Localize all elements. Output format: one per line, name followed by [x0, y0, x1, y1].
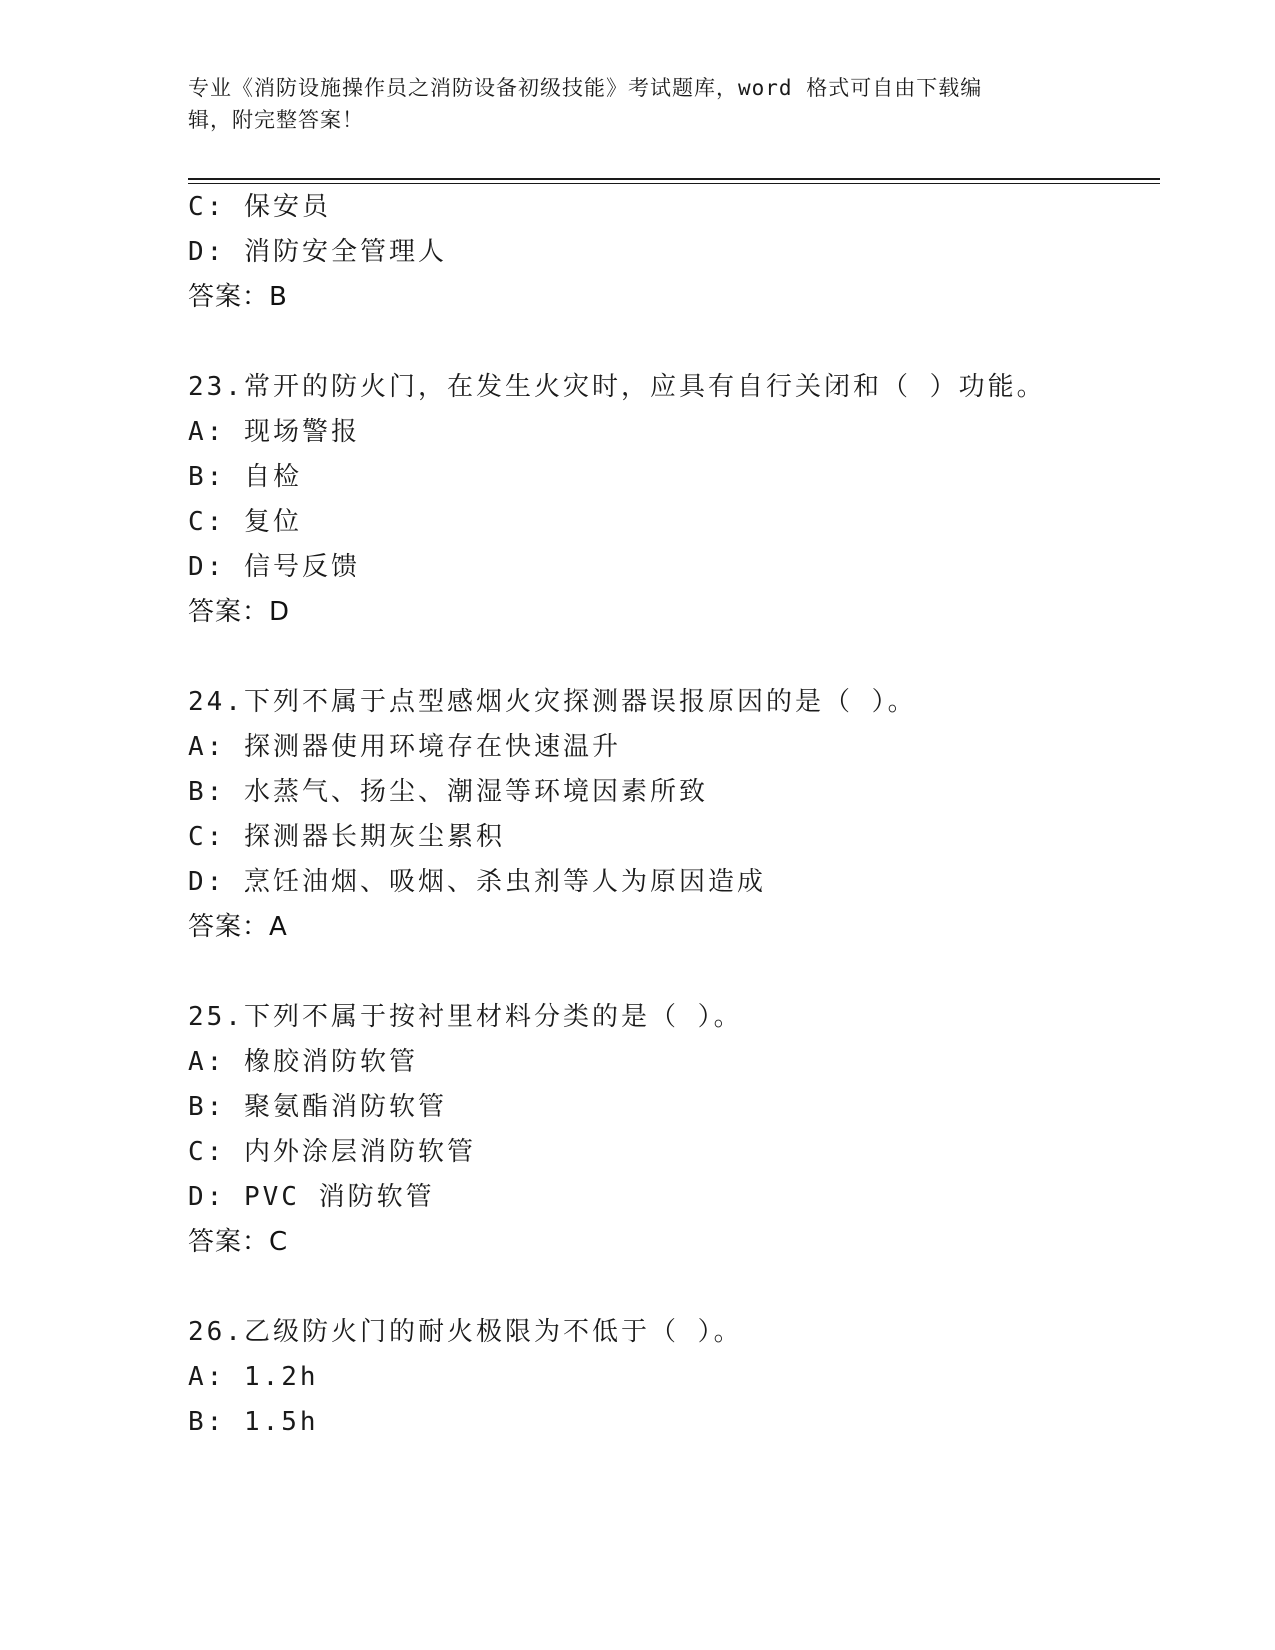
q26-option-b: B: 1.5h: [188, 1407, 319, 1437]
q24-option-d: D: 烹饪油烟、吸烟、杀虫剂等人为原因造成: [188, 867, 766, 897]
option-d: D: 消防安全管理人: [188, 237, 447, 267]
answer-line: 答案：B: [188, 282, 288, 312]
header-divider-thin: [188, 183, 1160, 184]
q24-option-c: C: 探测器长期灰尘累积: [188, 822, 505, 852]
question-25: 25.下列不属于按衬里材料分类的是（ ）。: [188, 1002, 743, 1032]
header-line-1: 专业《消防设施操作员之消防设备初级技能》考试题库，word 格式可自由下载编: [188, 76, 983, 100]
q26-option-a: A: 1.2h: [188, 1362, 319, 1392]
q24-option-a: A: 探测器使用环境存在快速温升: [188, 732, 621, 762]
q24-option-b: B: 水蒸气、扬尘、潮湿等环境因素所致: [188, 777, 708, 807]
q23-option-b: B: 自检: [188, 462, 302, 492]
q25-option-b: B: 聚氨酯消防软管: [188, 1092, 447, 1122]
option-c: C: 保安员: [188, 192, 331, 222]
q23-option-d: D: 信号反馈: [188, 552, 360, 582]
header-divider-thick: [188, 178, 1160, 180]
q25-option-c: C: 内外涂层消防软管: [188, 1137, 476, 1167]
q23-option-c: C: 复位: [188, 507, 302, 537]
q24-answer: 答案：A: [188, 912, 288, 942]
q25-answer: 答案：C: [188, 1227, 289, 1257]
question-24: 24.下列不属于点型感烟火灾探测器误报原因的是（ ）。: [188, 687, 917, 717]
document-header: [188, 72, 1068, 136]
q23-answer: 答案：D: [188, 597, 291, 627]
header-line-2: 辑，附完整答案！: [188, 108, 364, 132]
question-23: 23.常开的防火门，在发生火灾时，应具有自行关闭和（ ）功能。: [188, 372, 1046, 402]
q25-option-d: D: PVC 消防软管: [188, 1182, 435, 1212]
q23-option-a: A: 现场警报: [188, 417, 360, 447]
q25-option-a: A: 橡胶消防软管: [188, 1047, 418, 1077]
question-26: 26.乙级防火门的耐火极限为不低于（ ）。: [188, 1317, 743, 1347]
